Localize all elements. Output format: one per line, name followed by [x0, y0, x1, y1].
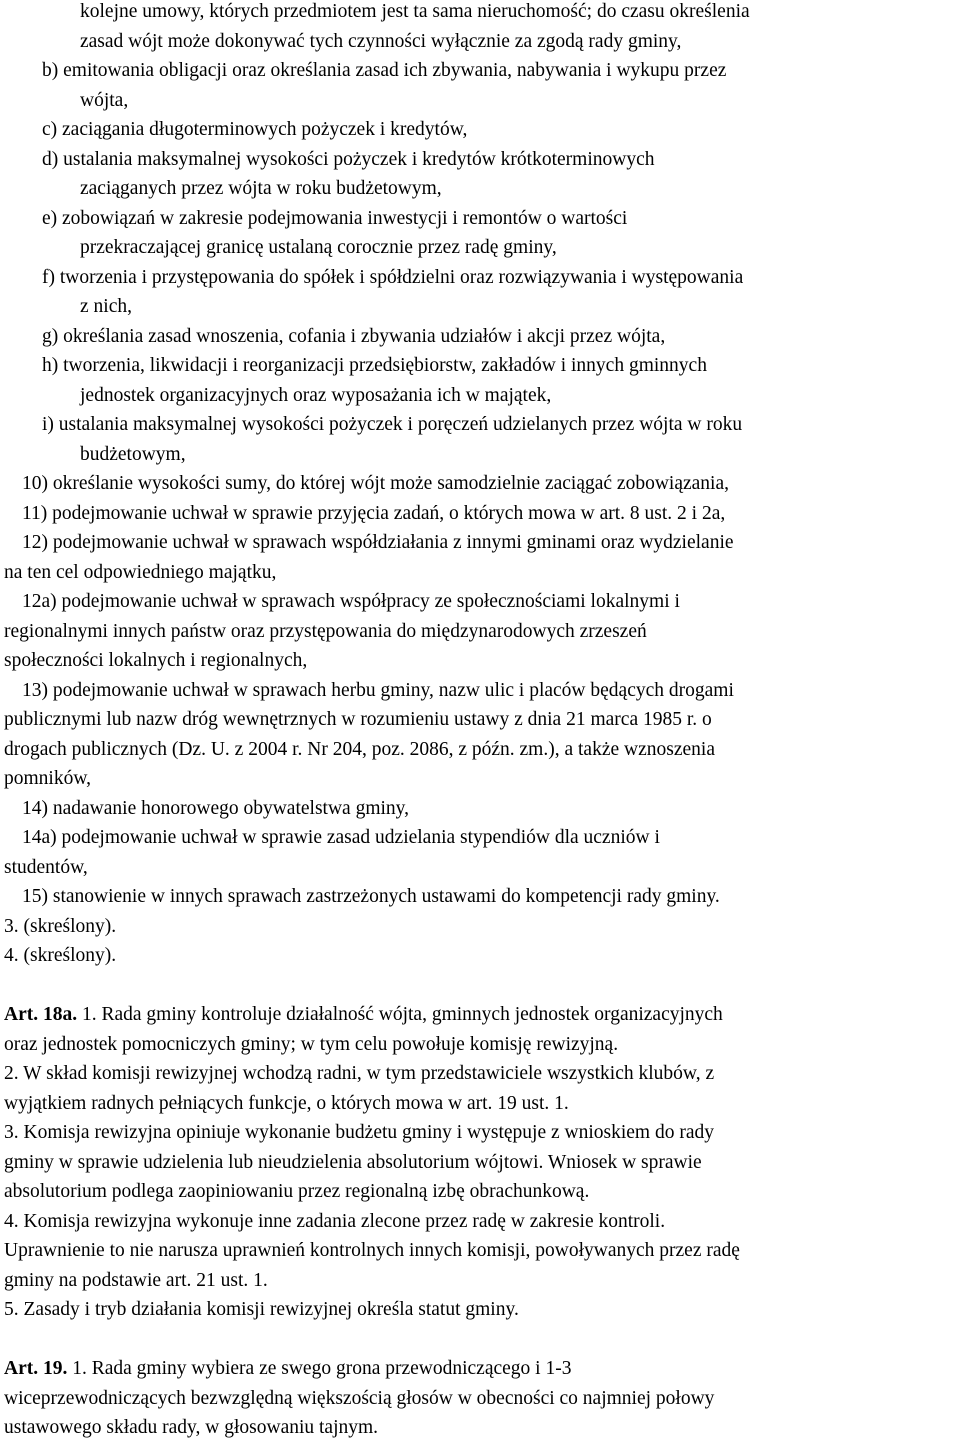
- text-line: 12) podejmowanie uchwał w sprawach współdziałania z innymi gminami oraz wydzielanie: [22, 532, 734, 553]
- text-line: wójta,: [80, 89, 129, 111]
- article-heading-line: [0, 1000, 960, 1030]
- text-line: regionalnymi innych państw oraz przystępowania do międzynarodowych zrzeszeń: [4, 620, 647, 642]
- text-line: budżetowym,: [80, 443, 186, 465]
- text-line: b) emitowania obligacji oraz określania zasad ich zbywania, nabywania i wykupu przez: [42, 60, 727, 81]
- text-line: wiceprzewodniczących bezwzględną większością głosów w obecności co najmniej połowy: [4, 1387, 715, 1409]
- text-line: ustawowego składu rady, w głosowaniu tajnym.: [4, 1417, 379, 1438]
- text-line: 2. W skład komisji rewizyjnej wchodzą radni, w tym przedstawiciele wszystkich klubów, z: [4, 1063, 715, 1084]
- text-line: f) tworzenia i przystępowania do spółek i spółdzielni oraz rozwiązywania i występowania: [42, 266, 744, 288]
- text-line: i) ustalania maksymalnej wysokości pożyczek i poręczeń udzielanych przez wójta w roku: [42, 414, 743, 435]
- article-number: Art. 18a.: [4, 1004, 78, 1025]
- text-line: jednostek organizacyjnych oraz wyposażania ich w majątek,: [80, 384, 552, 406]
- text-line: 14a) podejmowanie uchwał w sprawie zasad udzielania stypendiów dla uczniów i: [22, 827, 660, 848]
- paragraph-gap: [0, 1325, 960, 1355]
- text-line: gminy w sprawie udzielenia lub nieudzielenia absolutorium wójtowi. Wniosek w sprawie: [4, 1151, 702, 1173]
- text-line: c) zaciągania długoterminowych pożyczek i kredytów,: [42, 119, 468, 140]
- text-line: na ten cel odpowiedniego majątku,: [4, 561, 277, 583]
- text-line: 14) nadawanie honorowego obywatelstwa gminy,: [22, 797, 410, 819]
- text-line: oraz jednostek pomocniczych gminy; w tym celu powołuje komisję rewizyjną.: [4, 1033, 619, 1055]
- text-line: 3. (skreślony).: [4, 915, 117, 937]
- text-line: z nich,: [80, 296, 132, 317]
- text-line: 5. Zasady i tryb działania komisji rewizyjnej określa statut gminy.: [4, 1299, 519, 1320]
- text-line: Uprawnienie to nie narusza uprawnień kontrolnych innych komisji, powoływanych przez radę: [4, 1240, 740, 1261]
- text-line: g) określania zasad wnoszenia, cofania i zbywania udziałów i akcji przez wójta,: [42, 325, 666, 347]
- article-text: 1. Rada gminy kontroluje działalność wójta, gminnych jednostek organizacyjnych: [77, 1004, 723, 1025]
- text-line: 3. Komisja rewizyjna opiniuje wykonanie budżetu gminy i występuje z wnioskiem do rady: [4, 1122, 714, 1143]
- text-line: pomników,: [4, 768, 92, 789]
- paragraph-gap: [0, 971, 960, 1001]
- text-line: 12a) podejmowanie uchwał w sprawach współpracy ze społecznościami lokalnymi i: [22, 591, 680, 612]
- text-line: drogach publicznych (Dz. U. z 2004 r. Nr 204, poz. 2086, z późn. zm.), a także wznoszenia: [4, 738, 715, 760]
- text-line: zasad wójt może dokonywać tych czynności wyłącznie za zgodą rady gminy,: [80, 30, 682, 52]
- text-line: h) tworzenia, likwidacji i reorganizacji przedsiębiorstw, zakładów i innych gminnych: [42, 355, 707, 376]
- article-number: Art. 19.: [4, 1358, 68, 1379]
- text-line: zaciąganych przez wójta w roku budżetowym,: [80, 178, 442, 199]
- text-line: wyjątkiem radnych pełniących funkcje, o których mowa w art. 19 ust. 1.: [4, 1092, 569, 1114]
- text-line: 4. Komisja rewizyjna wykonuje inne zadania zlecone przez radę w zakresie kontroli.: [4, 1210, 666, 1232]
- text-line: 13) podejmowanie uchwał w sprawach herbu gminy, nazw ulic i placów będących drogami: [22, 679, 734, 701]
- text-line: studentów,: [4, 856, 88, 878]
- text-line: absolutorium podlega zaopiniowaniu przez regionalną izbę obrachunkową.: [4, 1181, 590, 1202]
- article-heading-line: [0, 1354, 960, 1384]
- text-line: społeczności lokalnych i regionalnych,: [4, 650, 308, 671]
- text-line: d) ustalania maksymalnej wysokości pożyczek i kredytów krótkoterminowych: [42, 148, 655, 170]
- text-line: 15) stanowienie w innych sprawach zastrzeżonych ustawami do kompetencji rady gminy.: [22, 886, 720, 907]
- text-line: publicznymi lub nazw dróg wewnętrznych w rozumieniu ustawy z dnia 21 marca 1985 r. o: [4, 709, 712, 730]
- text-line: 10) określanie wysokości sumy, do której wójt może samodzielnie zaciągać zobowiązania,: [22, 473, 729, 494]
- text-line: 4. (skreślony).: [4, 945, 117, 966]
- article-text: 1. Rada gminy wybiera ze swego grona przewodniczącego i 1-3: [67, 1358, 572, 1379]
- text-line: 11) podejmowanie uchwał w sprawie przyjęcia zadań, o których mowa w art. 8 ust. 2 i 2a,: [22, 502, 726, 524]
- text-line: e) zobowiązań w zakresie podejmowania inwestycji i remontów o wartości: [42, 207, 628, 229]
- text-line: kolejne umowy, których przedmiotem jest ta sama nieruchomość; do czasu określenia: [80, 1, 750, 22]
- text-line: gminy na podstawie art. 21 ust. 1.: [4, 1269, 268, 1291]
- text-line: przekraczającej granicę ustalaną corocznie przez radę gminy,: [80, 237, 557, 258]
